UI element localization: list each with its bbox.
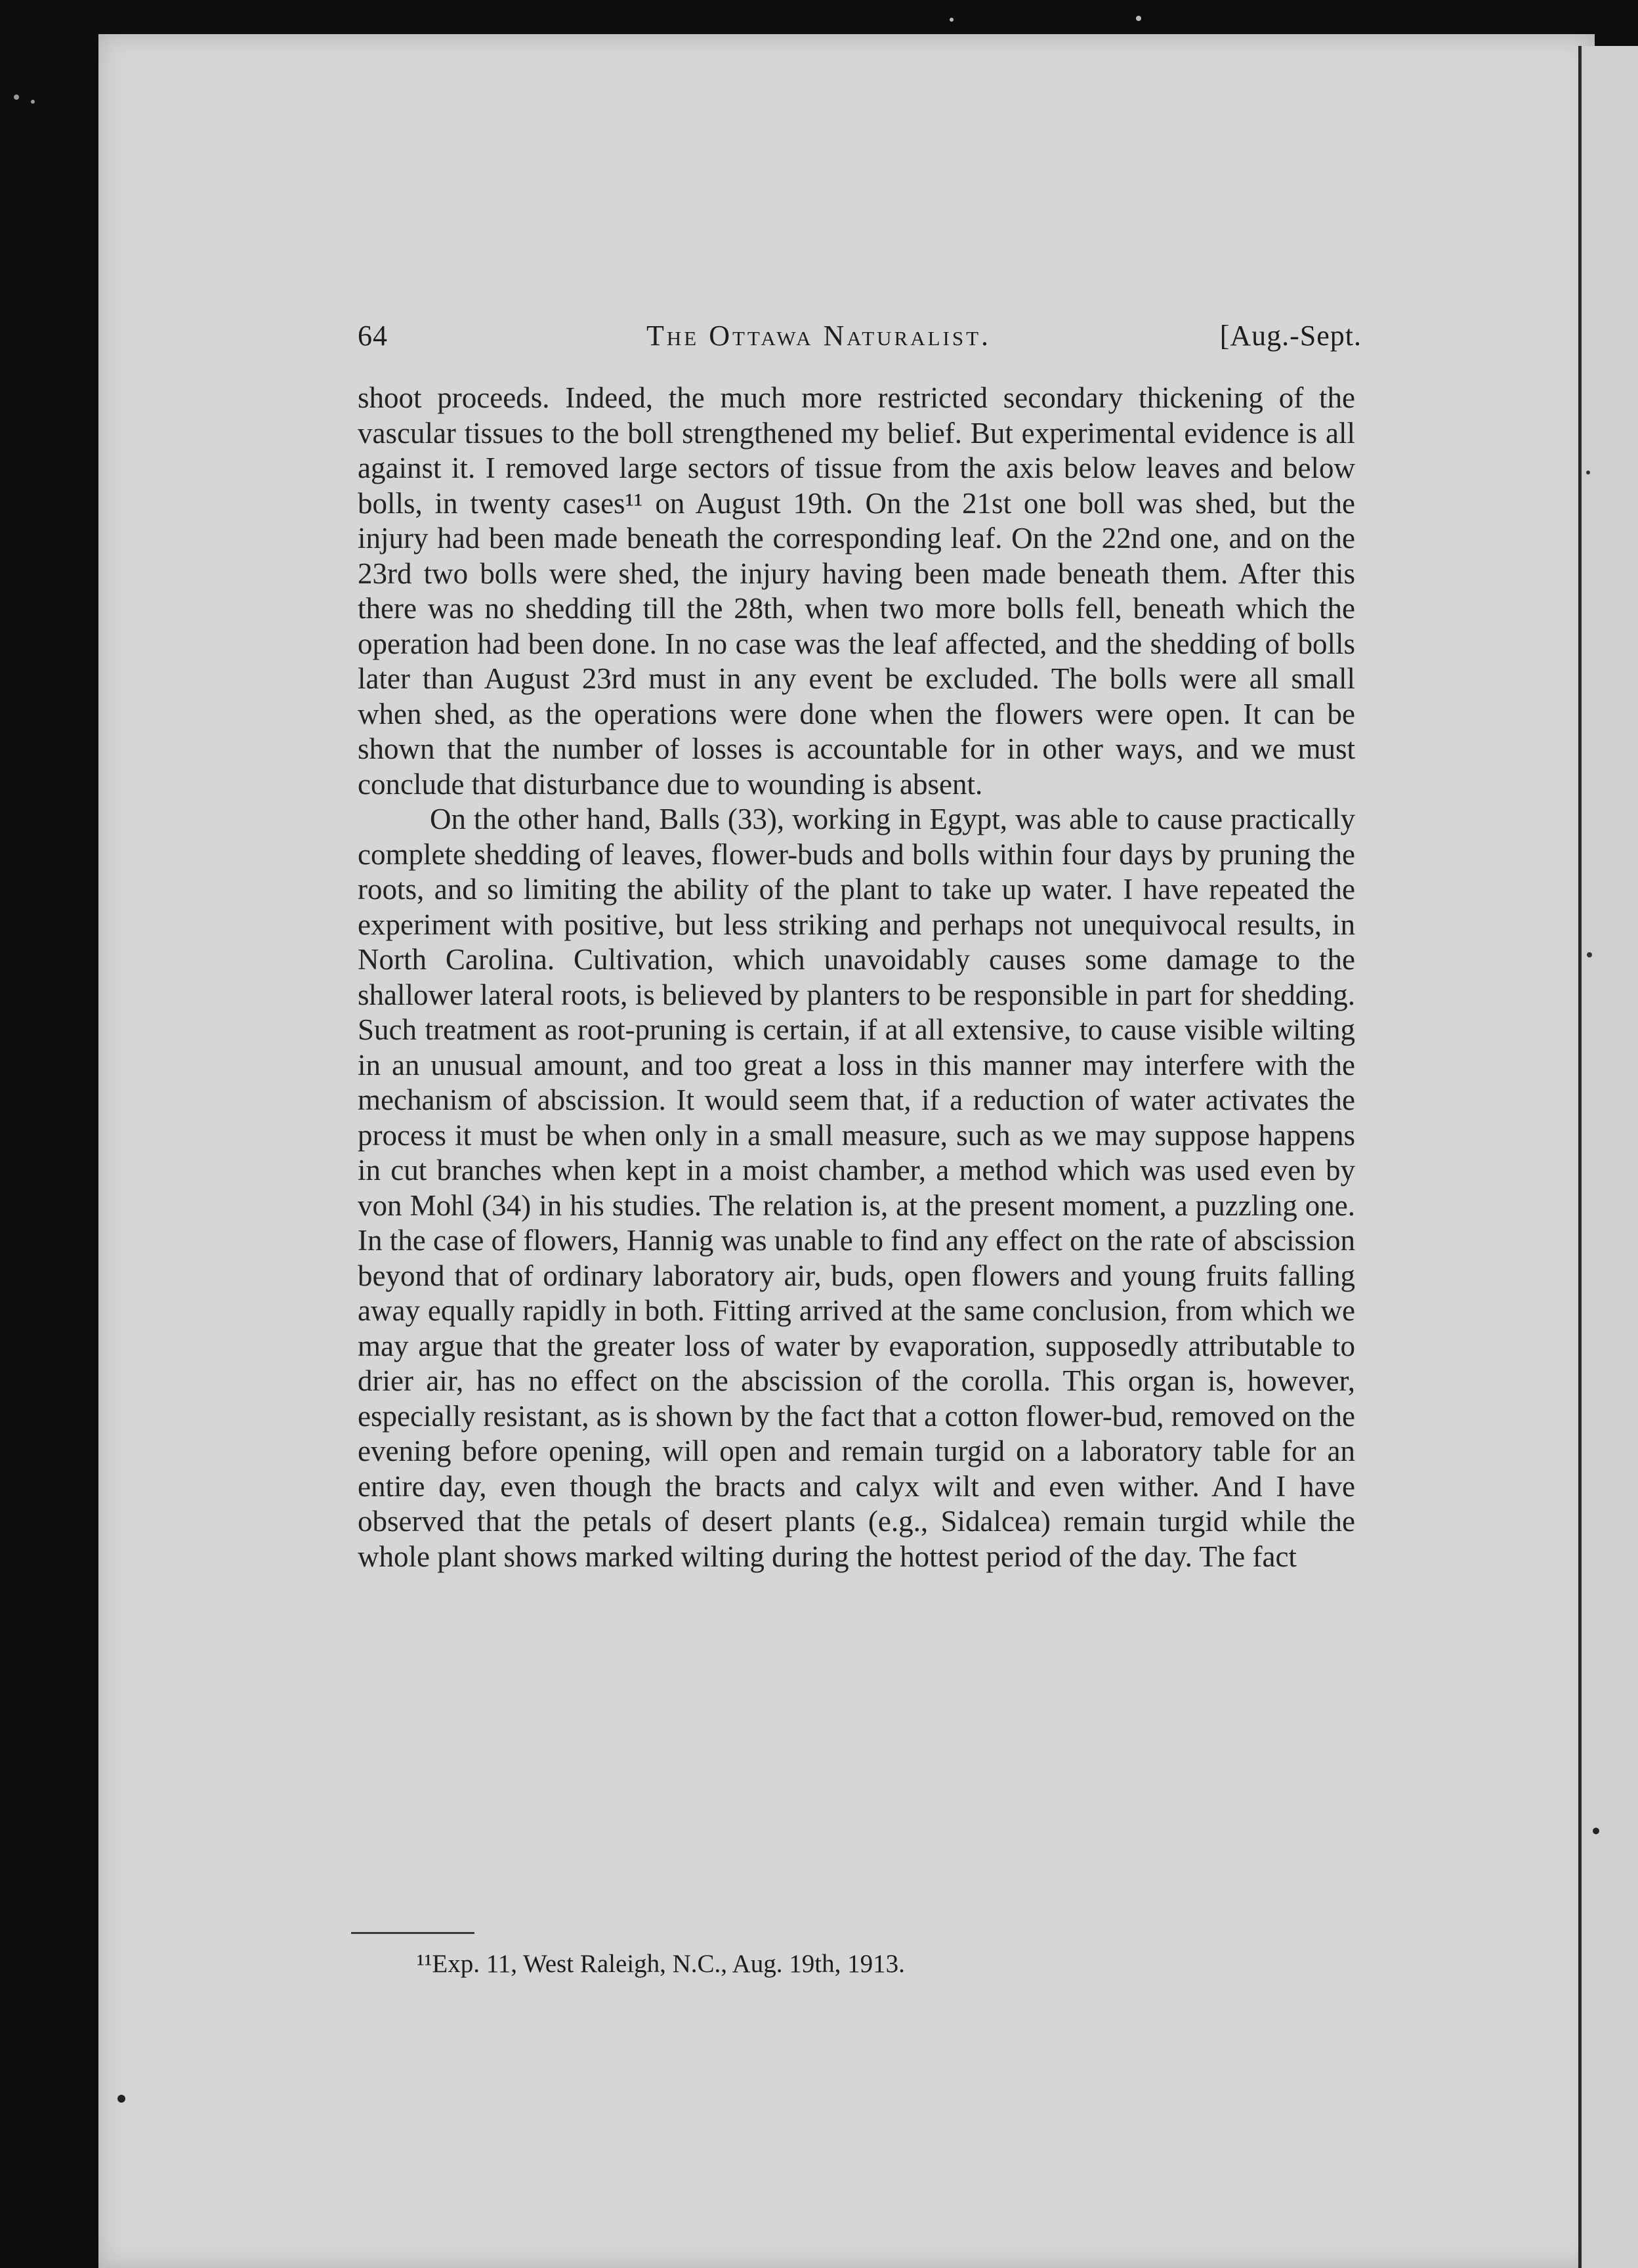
footnote-divider — [351, 1932, 474, 1934]
running-head — [358, 319, 1362, 358]
issue-date: [Aug.-Sept. — [1219, 320, 1362, 352]
paragraph: shoot proceeds. Indeed, the much more restricted secondary thickening of the vascular tissues to the boll strengthened my belief. But experimental evidence is all against it. I removed large sectors of tissue from the axis below leaves and below bolls, in twenty cases¹¹ on August 19th. On the 21st one boll was shed, but the injury had been made beneath the corresponding leaf. On the 22nd one, and on the 23rd two bolls were shed, the injury having been made beneath them. After this there was no shedding till the 28th, when two more bolls fell, beneath which the operation had been done. In no case was the leaf affected, and the shedding of bolls later than August 23rd must in any event be excluded. The bolls were all small when shed, as the operations were done when the flowers were open. It can be shown that the number of losses is accountable for in other ways, and we must conclude that disturbance due to wounding is absent. — [358, 381, 1355, 801]
paragraph: On the other hand, Balls (33), working in Egypt, was able to cause practically complete shedding of leaves, flower-buds and bolls within four days by pruning the roots, and so limiting the ability of the plant to take up water. I have repeated the experiment with positive, but less striking and perhaps not unequivocal results, in North Carolina. Cultivation, which unavoidably causes some damage to the shallower lateral roots, is believed by planters to be responsible in part for shedding. Such treatment as root-pruning is certain, if at all extensive, to cause visible wilting in an unusual amount, and too great a loss in this manner may interfere with the mechanism of abscission. It would seem that, if a reduction of water activates the process it must be when only in a small measure, such as we may suppose happens in cut branches when kept in a moist chamber, a method which was used even by von Mohl (34) in his studies. The relation is, at the present moment, a puzzling one. In the case of flowers, Hannig was unable to find any effect on the rate of abscission beyond that of ordinary laboratory air, buds, open flowers and young fruits falling away equally rapidly in both. Fitting arrived at the same conclusion, from which we may argue that the greater loss of water by evaporation, supposedly attributable to drier air, has no effect on the abscission of the corolla. This organ is, however, especially resistant, as is shown by the fact that a cotton flower-bud, removed on the evening before opening, will open and remain turgid on a laboratory table for an entire day, even though the bracts and calyx wilt and even wither. And I have observed that the petals of desert plants (e.g., Sidalcea) remain turgid while the whole plant shows marked wilting during the hottest period of the day. The fact — [358, 803, 1355, 1573]
adjacent-page-edge — [1578, 46, 1638, 2268]
footnote: ¹¹Exp. 11, West Raleigh, N.C., Aug. 19th, 1913. — [417, 1950, 905, 1978]
journal-title: The Ottawa Naturalist. — [646, 320, 992, 352]
page-number: 64 — [358, 320, 388, 352]
body-text — [358, 381, 1355, 1574]
